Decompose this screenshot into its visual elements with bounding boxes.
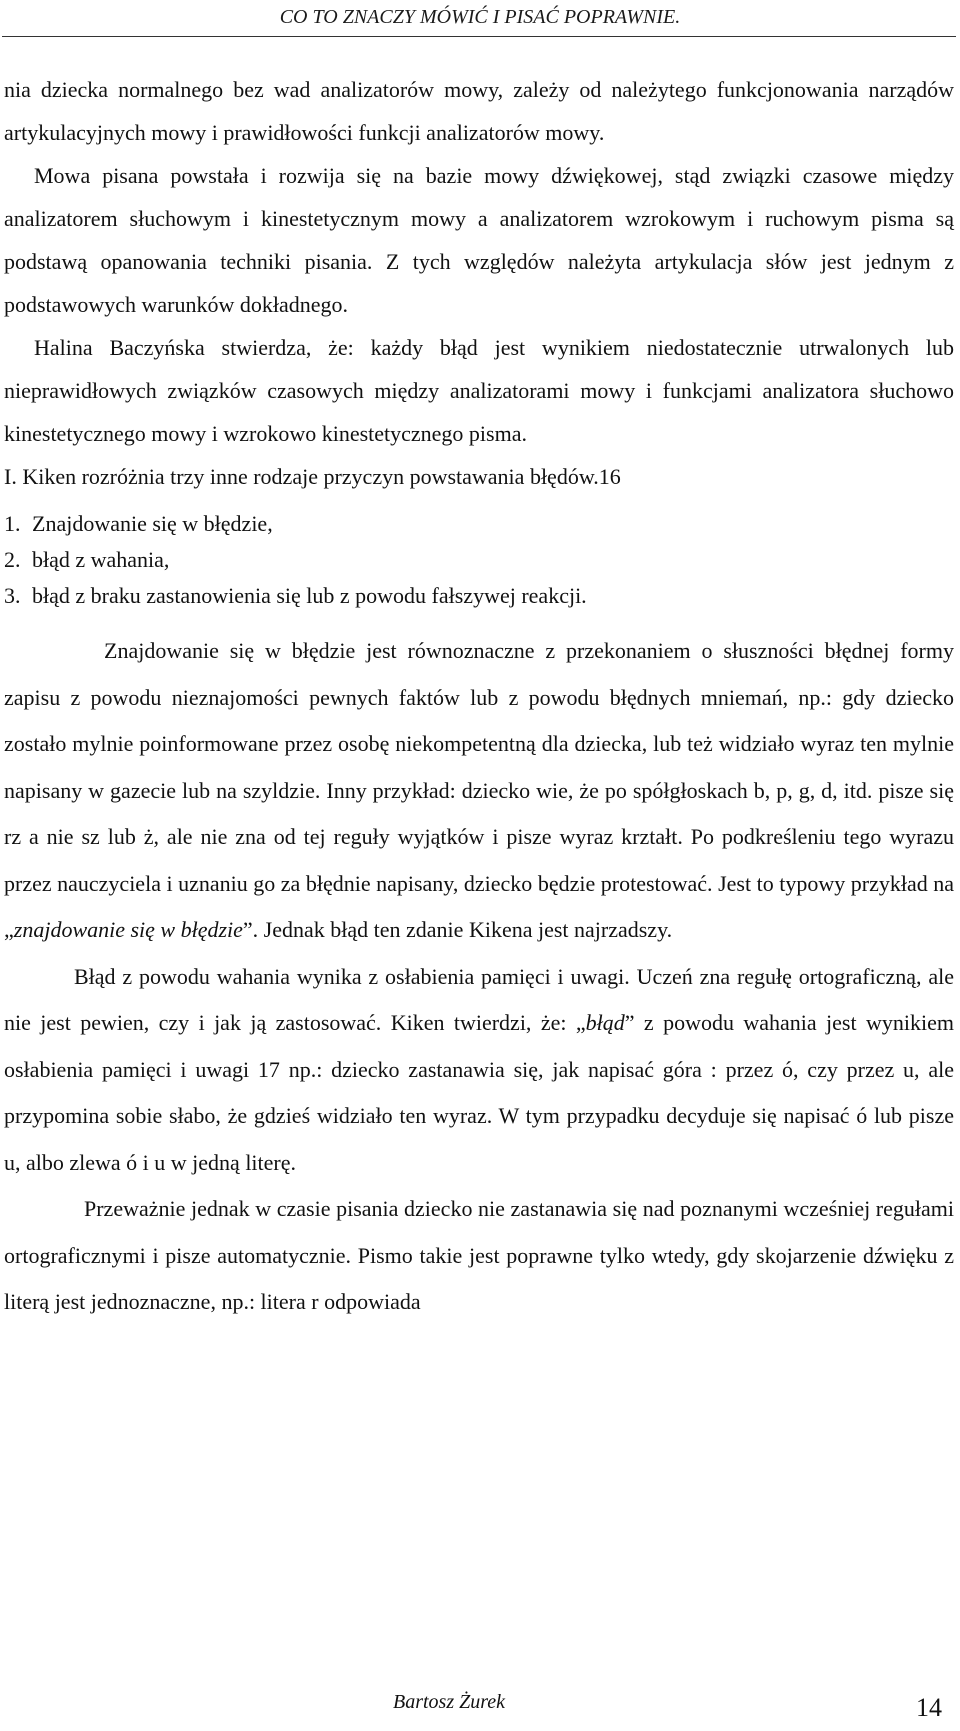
footer-author: Bartosz Żurek <box>393 1691 506 1713</box>
emphasis: błąd <box>585 1010 625 1035</box>
list-number: 3. <box>4 583 21 608</box>
text-run: Znajdowanie się w błędzie jest równoznaczne z przekonaniem o słuszności błędnej formy zapisu z powodu nieznajomości pewnych faktów lub z powodu błędnych mniemań, np.: gdy dziecko zostało mylnie poinformowane przez osobę niekompetentną dla dziecka, lub też widziało wyraz ten mylnie napisany w gazecie lub na szyldzie. Inny przykład: dziecko wie, że po spółgłoskach b, p, g, d, itd. pisze się rz a nie sz lub ż, ale nie zna od tej reguły wyjątków i pisze wyraz krztałt. Po podkreśleniu tego wyrazu przez nauczyciela i uznaniu go za błędnie napisany, dziecko będzie protestować. Jest to typowy przykład na „ <box>4 638 954 942</box>
text-run: ”. Jednak błąd ten zdanie Kikena jest najrzadszy. <box>242 917 673 942</box>
list-item <box>4 506 954 542</box>
paragraph-znajdowanie <box>4 628 954 954</box>
list-item <box>4 578 954 614</box>
list-number: 2. <box>4 547 21 572</box>
emphasis: znajdowanie się w błędzie <box>13 917 243 942</box>
list-item <box>4 542 954 578</box>
page-body <box>4 72 954 1326</box>
list-text: błąd z braku zastanowienia się lub z powodu fałszywej reakcji. <box>32 583 587 608</box>
text-run: Błąd z powodu wahania wynika z osłabienia pamięci i uwagi. Uczeń zna regułę ortograficzną, ale nie jest pewien, czy i jak ją zastosować. Kiken twierdzi, że: „ <box>4 963 954 1035</box>
paragraph-wahanie <box>4 954 954 1187</box>
paragraph-continuation: nia dziecka normalnego bez wad analizatorów mowy, zależy od należytego funkcjonowania narządów artykulacyjnych mowy i prawidłowości funkcji analizatorów mowy. <box>4 77 954 145</box>
causes-list <box>4 506 954 614</box>
text-run: ” z powodu wahania jest wynikiem osłabienia pamięci i uwagi 17 np.: dziecko zastanawia się, jak napisać góra : przez ó, czy przez u, ale przypomina sobie słabo, że gdzieś widziało ten wyraz. W tym przypadku decyduje się napisać ó lub pisze u, albo zlewa ó i u w jedną literę. <box>4 1010 954 1175</box>
list-text: błąd z wahania, <box>32 547 170 572</box>
paragraph-kiken-intro: I. Kiken rozróżnia trzy inne rodzaje przyczyn powstawania błędów.16 <box>4 464 621 489</box>
paragraph-mowa-pisana: Mowa pisana powstała i rozwija się na bazie mowy dźwiękowej, stąd związki czasowe między analizatorem słuchowym i kinestetycznym mowy a analizatorem wzrokowym i ruchowym pisma są podstawą opanowania techniki pisania. Z tych względów należyta artykulacja słów jest jednym z podstawowych warunków dokładnego. <box>4 163 954 317</box>
header-rule <box>2 36 956 37</box>
list-text: Znajdowanie się w błędzie, <box>32 511 273 536</box>
paragraph-baczynska: Halina Baczyńska stwierdza, że: każdy błąd jest wynikiem niedostatecznie utrwalonych lub nieprawidłowych związków czasowych między analizatorami mowy i funkcjami analizatora słuchowo kinestetycznego mowy i wzrokowo kinestetycznego pisma. <box>4 335 954 446</box>
list-number: 1. <box>4 511 21 536</box>
paragraph-automatycznie: Przeważnie jednak w czasie pisania dziecko nie zastanawia się nad poznanymi wcześniej regułami ortograficznymi i pisze automatycznie. Pismo takie jest poprawne tylko wtedy, gdy skojarzenie dźwięku z literą jest jednoznaczne, np.: litera r odpowiada <box>4 1196 954 1314</box>
page-number: 14 <box>916 1693 942 1722</box>
running-header: CO TO ZNACZY MÓWIĆ I PISAĆ POPRAWNIE. <box>279 6 681 28</box>
